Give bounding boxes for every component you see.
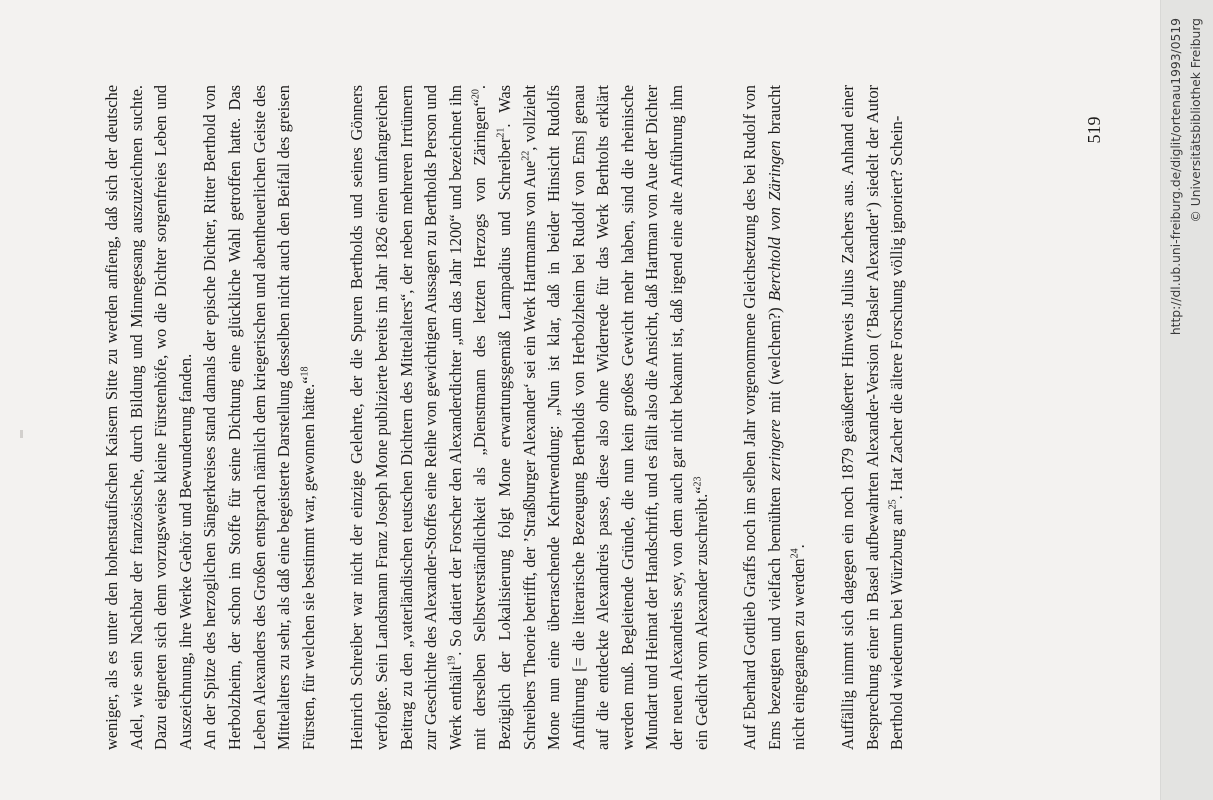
page-text-block	[100, 85, 1100, 750]
sidebar-credits	[1166, 10, 1210, 770]
paragraph-2: An der Spitze des herzoglichen Sängerkreises stand damals der epische Dichter, Ritter Berthold von Herbolzheim, der schon im Stoffe für seine Dichtung eine glückliche Wahl getroffen hatte. Das Leben Alexanders des Großen entsprach nämlich dem kriegerischen und abentheuerlichen Geiste des Mittelalters zu sehr, als daß eine begeisterte Darstellung desselben nicht auch den Beifall des greisen Fürsten, für welchen sie bestimmt war, gewonnen hätte.“$^{18}$	[200, 85, 318, 750]
viewer-sidebar	[1160, 0, 1213, 800]
source-url-link[interactable]: http://dl.ub.uni-freiburg.de/diglit/ortenau1993/0519	[1169, 18, 1183, 336]
paragraph-4: Auf Eberhard Gottlieb Graffs noch im selben Jahr vorgenommene Gleichsetzung des bei Rudolf von Ems bezeugten und vielfach bemühten zeringere mit (welchem?) Berchtold von Zäringen braucht nicht eingegangen zu werden$^{24}$.	[740, 85, 809, 750]
page-number: 519	[1084, 116, 1104, 144]
paragraph-3: Heinrich Schreiber war nicht der einzige Gelehrte, der die Spuren Bertholds und seines Gönners verfolgte. Sein Landsmann Franz Joseph Mone publizierte bereits im Jahr 1826 einen umfangreichen Beitrag zu den „vaterländischen teutschen Dichtern des Mittelalters“, der neben mehreren Irrtümern zur Geschichte des Alexander-Stoffes eine Reihe von gewichtigen Aussagen zu Bertholds Person und Werk enthält$^{19}$. So datiert der Forscher den Alexanderdichter „um das Jahr 1200“ und bezeichnet ihn mit derselben Selbstverständlichkeit als „Dienstmann des letzten Herzogs von Zäringen“$^{20}$. Bezüglich der Lokalisierung folgt Mone erwartungsgemäß Lampadius und Schreiber$^{21}$. Was Schreibers Theorie betrifft, der ’Straßburger Alexander‘ sei ein Werk Hartmanns von Aue$^{22}$, vollzieht Mone nun eine überraschende Kehrtwendung: „Nun ist klar, daß in beider Hinsicht Rudolfs Anführung [= die literarische Bezeugung Bertholds von Herbolzheim bei Rudolf von Ems] genau auf die entdeckte Alexandreis passe, diese also ohne Widerrede für das Werk Berhtolts erklärt werden muß. Begleitende Gründe, die nun kein großes Gewicht mehr haben, sind die rheinische Mundart und Heimat der Handschrift, und es fällt also die Ansicht, daß Hartman von Aue der Dichter der neuen Alexandreis sey, von dem auch gar nicht bekannt ist, daß irgend eine alte Anführung ihm ein Gedicht vom Alexander zuschreibt.“$^{23}$	[347, 84, 711, 750]
paragraph-5: Auffällig nimmt sich dagegen ein noch 1879 geäußerter Hinweis Julius Zachers aus. Anhand einer Besprechung einer in Basel aufbewahrten Alexander-Version (’Basler Alexander‘) siedelt der Autor Berthold wiederum bei Würzburg $an^{25}$. Hat Zacher die ältere Forschung völlig ignoriert? Schein-	[838, 85, 907, 750]
paragraph-1: weniger, als es unter den hohenstaufischen Kaisern Sitte zu werden anfieng, daß sich der deutsche Adel, wie sein Nachbar der französische, durch Bildung und Minnegesang auszuzeichnen suchte. Dazu eigneten sich denn vorzugsweise kleine Fürstenhöfe, wo die Dichter sorgenfreies Leben und Auszeichnung, ihre Werke Gehör und Bewunderung fanden.	[102, 85, 195, 750]
scan-mark	[20, 430, 23, 438]
copyright-text: © Universitätsbibliothek Freiburg	[1189, 18, 1203, 223]
